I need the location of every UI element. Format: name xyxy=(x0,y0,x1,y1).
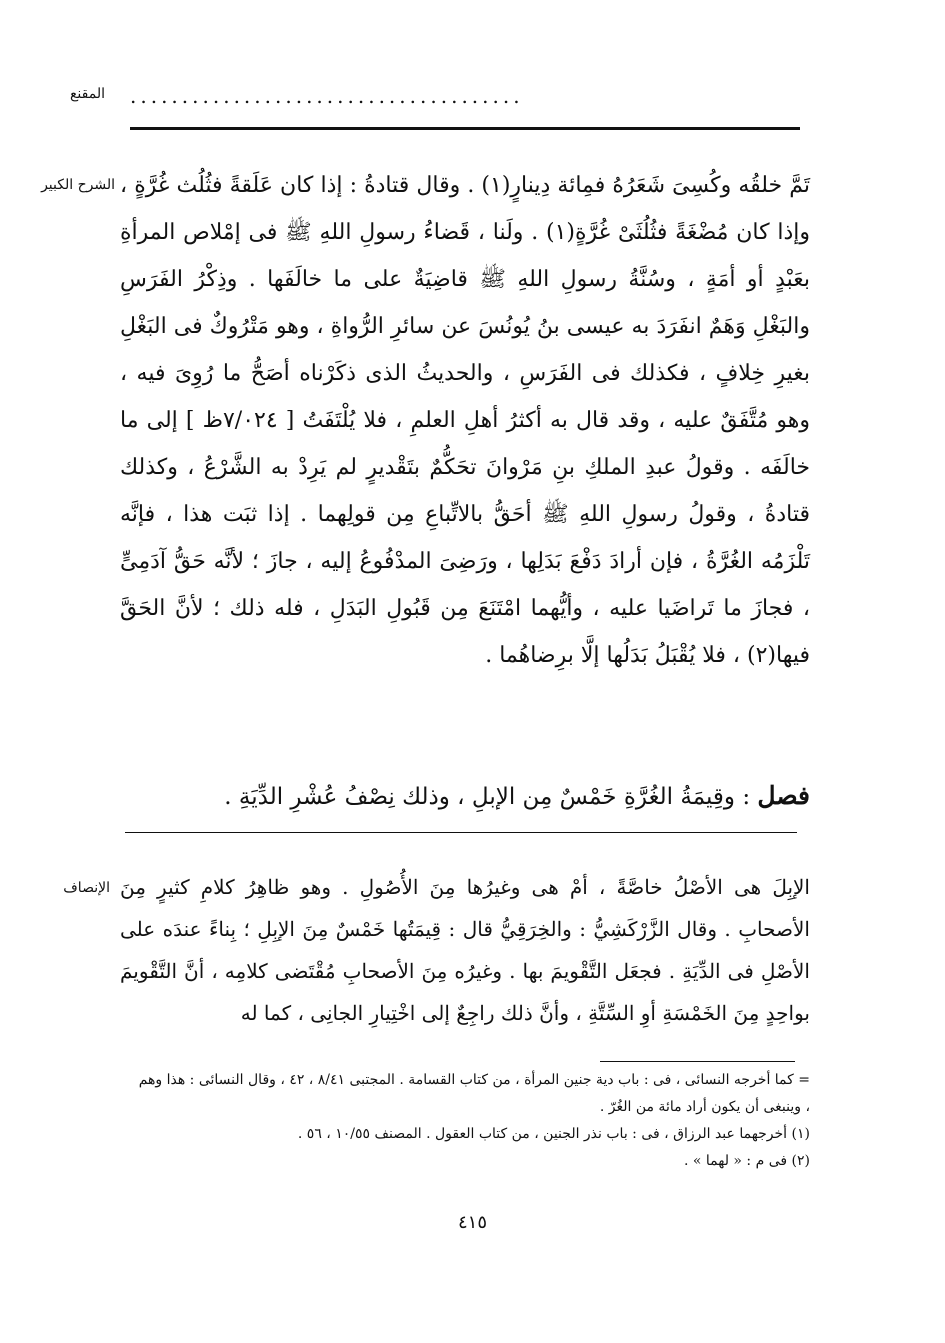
footnote-rule xyxy=(600,1061,795,1062)
fasl-section xyxy=(120,776,810,817)
book-title: المقنع xyxy=(69,86,105,102)
page-number: ٤١٥ xyxy=(457,1212,487,1233)
fasl-text: : وقِيمَةُ الغُرَّةِ خَمْسٌ مِن الإبلِ ، وذلك نِصْفُ عُشْرِ الدِّيَةِ . xyxy=(224,784,751,810)
side-label-insaf: الإنصاف xyxy=(63,880,110,896)
footnote-1: (١) أخرجهما عبد الرزاق ، فى : باب نذر الجنين ، من كتاب العقول . المصنف ١٠/٥٥ ، ٥٦ . xyxy=(297,1126,810,1142)
footnote-continuation: = كما أخرجه النسائى ، فى : باب دية جنين المرأة ، من كتاب القسامة . المجتبى ٨/٤١ ، ٤٢ ، وقال النسائى : هذا وهم ، وينبغى أن يكون أراد مائة من الغُرّ . xyxy=(138,1072,810,1115)
sharh-section xyxy=(120,162,810,679)
insaf-paragraph: الإبِلَ هى الأصْلُ خاصَّةً ، أمْ هى وغيرُها مِنَ الأُصُولِ . وهو ظاهِرُ كلامِ كثيرٍ مِنَ الأصحابِ . وقال الزَّرْكَشِيُّ : والخِرَقِيُّ قال : قِيمَتُها خَمْسٌ مِنَ الإبِلِ ؛ بِناءً عندَه على الأصْلِ فى الدِّيَةِ . فجعَل التَّقْويمَ بها . وغيرُه مِنَ الأصحابِ مُقْتَضى كلامِه ، أنَّ التَّقْويمَ بواحِدٍ مِنَ الخَمْسَةِ أوِ السِّتَّةِ ، وأنَّ ذلك راجِعٌ إلى اخْتِيارِ الجانِى ، كما له xyxy=(120,875,810,1025)
footnotes xyxy=(130,1067,810,1175)
section-divider xyxy=(125,832,797,833)
footnote-2: (٢) فى م : « لهما » . xyxy=(683,1153,810,1169)
header-rule xyxy=(130,127,800,130)
sharh-paragraph: تَمَّ خلقُه وكُسِىَ شَعَرُهُ فمِائة دِينارٍ(١) . وقال قتادةُ : إذا كان عَلَقةً فثُلُث غُرَّةٍ ، وإذا كان مُضْغَةً فثُلُثَىْ غُرَّةٍ(١) . ولَنا ، قَضاءُ رسولِ اللهِ ﷺ فى إمْلاص المرأةِ بعَبْدٍ أو أمَةٍ ، وسُنَّةُ رسولِ اللهِ ﷺ قاضِيَةٌ على ما خالَفَها . وذِكْرُ الفَرَسِ والبَغْلِ وَهَمٌ انفَرَدَ به عيسى بنُ يُونُسَ عن سائرِ الرُّواةِ ، وهو مَتْرُوكٌ فى البَغْلِ بغيرِ خِلافٍ ، فكذلك فى الفَرَسِ ، والحديثُ الذى ذكَرْناه أصَحُّ ما رُوِىَ فيه ، وهو مُتَّفَقٌ عليه ، وقد قال به أكثرُ أهلِ العلمِ ، فلا يُلْتَفَتُ [ ٧/٠٢٤ظ ] إلى ما خالَفَه . وقولُ عبدِ الملكِ بنِ مَرْوانَ تحَكُّمٌ بتَقْديرٍ لم يَرِدْ به الشَّرْعُ ، وكذلك قتادةُ ، وقولُ رسولِ اللهِ ﷺ أحَقُّ بالاتِّباعِ مِن قولِهما . إذا ثبَت هذا ، فإنَّه تَلْزَمُه الغُرَّةُ ، فإن أرادَ دَفْعَ بَدَلِها ، ورَضِىَ المدْفُوعُ إليه ، جازَ ؛ لأنَّه حَقُّ آدَمِىٍّ ، فجازَ ما تَراضَيا عليه ، وأيُّهما امْتَنَعَ مِن قَبُولِ البَدَلِ ، فله ذلك ؛ لأنَّ الحَقَّ فيها(٢) ، فلا يُقْبَلُ بَدَلُها إلَّا برِضاهُما . xyxy=(120,173,810,668)
header-dotted-leader: ...................................... xyxy=(130,84,524,108)
fasl-heading: فصل xyxy=(757,781,810,810)
insaf-section xyxy=(120,866,810,1034)
side-label-sharh: الشرح الكبير xyxy=(41,177,115,193)
